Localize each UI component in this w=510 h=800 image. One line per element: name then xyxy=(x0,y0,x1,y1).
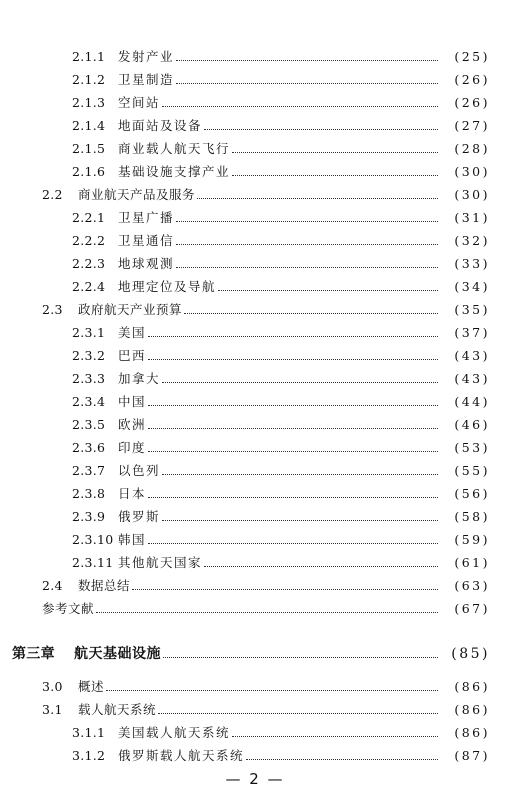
dot-leader xyxy=(132,588,438,590)
toc-entry[interactable] xyxy=(0,368,510,390)
dot-leader xyxy=(162,105,438,107)
toc-entry-page: (63) xyxy=(454,578,490,593)
toc-entry-number: 2.2.2 xyxy=(72,233,106,248)
dot-leader xyxy=(148,496,438,498)
toc-entry-page: (33) xyxy=(454,256,490,271)
toc-entry-page: (55) xyxy=(454,463,490,478)
toc-entry-title: 地球观测 xyxy=(118,256,175,271)
toc-entry[interactable] xyxy=(0,745,510,767)
toc-entry-number: 2.1.6 xyxy=(72,164,106,179)
toc-entry-title: 数据总结 xyxy=(78,578,131,593)
toc-entry-page: (32) xyxy=(454,233,490,248)
dot-leader xyxy=(162,519,438,521)
toc-entry-number: 2.3.8 xyxy=(72,486,106,501)
toc-entry-page: (26) xyxy=(454,95,490,110)
toc-entry[interactable] xyxy=(0,345,510,367)
dot-leader xyxy=(106,689,438,691)
dot-leader xyxy=(204,565,438,567)
page-number-footer: — 2 — xyxy=(225,770,285,788)
toc-entry-title: 欧洲 xyxy=(118,417,147,432)
dot-leader xyxy=(148,335,438,337)
toc-entry-page: (86) xyxy=(454,725,490,740)
dot-leader xyxy=(158,712,438,714)
toc-entry-title: 概述 xyxy=(78,679,105,694)
dot-leader xyxy=(204,128,438,130)
toc-entry[interactable] xyxy=(0,253,510,275)
toc-entry-page: (61) xyxy=(454,555,490,570)
toc-entry-title: 地面站及设备 xyxy=(118,118,203,133)
toc-entry[interactable] xyxy=(0,437,510,459)
toc-entry-number: 2.2.1 xyxy=(72,210,106,225)
toc-entry-page: (85) xyxy=(451,646,490,662)
dot-leader xyxy=(232,174,438,176)
toc-entry-title: 卫星制造 xyxy=(118,72,175,87)
dot-leader xyxy=(176,82,438,84)
toc-entry[interactable] xyxy=(0,460,510,482)
toc-entry-title: 卫星通信 xyxy=(118,233,175,248)
toc-entry[interactable] xyxy=(0,184,510,206)
toc-entry-title: 巴西 xyxy=(118,348,147,363)
toc-entry[interactable] xyxy=(0,643,510,665)
toc-entry[interactable] xyxy=(0,161,510,183)
toc-entry-page: (35) xyxy=(454,302,490,317)
toc-entry[interactable] xyxy=(0,722,510,744)
toc-entry-number: 2.1.5 xyxy=(72,141,106,156)
toc-entry[interactable] xyxy=(0,483,510,505)
toc-entry[interactable] xyxy=(0,92,510,114)
dot-leader xyxy=(148,427,438,429)
toc-entry-title: 空间站 xyxy=(118,95,161,110)
toc-entry-title: 地理定位及导航 xyxy=(118,279,217,294)
toc-entry-title: 载人航天系统 xyxy=(78,702,157,717)
dot-leader xyxy=(148,404,438,406)
toc-entry-page: (30) xyxy=(454,187,490,202)
toc-entry[interactable] xyxy=(0,529,510,551)
toc-entry-number: 3.0 xyxy=(42,679,63,694)
toc-entry-page: (26) xyxy=(454,72,490,87)
toc-entry-title: 韩国 xyxy=(118,532,147,547)
toc-entry-page: (44) xyxy=(454,394,490,409)
toc-entry-page: (25) xyxy=(454,49,490,64)
toc-entry-page: (46) xyxy=(454,417,490,432)
toc-entry-number: 2.1.4 xyxy=(72,118,106,133)
toc-entry-number: 2.3.2 xyxy=(72,348,106,363)
toc-entry-page: (87) xyxy=(454,748,490,763)
toc-entry-title: 印度 xyxy=(118,440,147,455)
toc-entry-number: 3.1 xyxy=(42,702,63,717)
toc-entry-title: 其他航天国家 xyxy=(118,555,203,570)
toc-entry-number: 2.1.2 xyxy=(72,72,106,87)
toc-entry-number: 2.2 xyxy=(42,187,63,202)
toc-entry-title: 美国载人航天系统 xyxy=(118,725,231,740)
toc-entry-number: 2.3.6 xyxy=(72,440,106,455)
toc-entry[interactable] xyxy=(0,207,510,229)
toc-entry-page: (30) xyxy=(454,164,490,179)
toc-entry-number: 2.4 xyxy=(42,578,63,593)
toc-entry-title: 俄罗斯载人航天系统 xyxy=(118,748,245,763)
toc-entry[interactable] xyxy=(0,575,510,597)
toc-entry-number: 2.3.5 xyxy=(72,417,106,432)
toc-entry-number: 2.2.4 xyxy=(72,279,106,294)
toc-entry-title: 以色列 xyxy=(118,463,161,478)
dot-leader xyxy=(176,220,438,222)
toc-entry-page: (31) xyxy=(454,210,490,225)
toc-entry-title: 俄罗斯 xyxy=(118,509,161,524)
dot-leader xyxy=(232,735,438,737)
toc-entry[interactable] xyxy=(0,391,510,413)
toc-entry[interactable] xyxy=(0,230,510,252)
dot-leader xyxy=(163,656,438,658)
toc-entry-number: 3.1.1 xyxy=(72,725,106,740)
toc-entry-number: 2.3 xyxy=(42,302,63,317)
toc-entry-page: (58) xyxy=(454,509,490,524)
toc-entry[interactable] xyxy=(0,276,510,298)
toc-entry[interactable] xyxy=(0,138,510,160)
dot-leader xyxy=(148,358,438,360)
toc-entry-page: (43) xyxy=(454,348,490,363)
toc-entry-page: (86) xyxy=(454,702,490,717)
toc-entry-title: 中国 xyxy=(118,394,147,409)
toc-entry[interactable] xyxy=(0,699,510,721)
toc-entry-title: 发射产业 xyxy=(118,49,175,64)
toc-entry[interactable] xyxy=(0,322,510,344)
toc-entry-title: 日本 xyxy=(118,486,147,501)
toc-entry[interactable] xyxy=(0,46,510,68)
dot-leader xyxy=(162,381,438,383)
toc-entry-page: (37) xyxy=(454,325,490,340)
toc-entry-number: 2.3.10 xyxy=(72,532,114,547)
toc-entry-title: 商业载人航天飞行 xyxy=(118,141,231,156)
dot-leader xyxy=(218,289,438,291)
toc-entry-title: 卫星广播 xyxy=(118,210,175,225)
toc-entry-number: 3.1.2 xyxy=(72,748,106,763)
dot-leader xyxy=(176,243,438,245)
toc-entry-number: 2.3.1 xyxy=(72,325,106,340)
toc-entry-number: 2.2.3 xyxy=(72,256,106,271)
toc-entry-title: 基础设施支撑产业 xyxy=(118,164,231,179)
dot-leader xyxy=(176,59,438,61)
toc-entry-page: (59) xyxy=(454,532,490,547)
dot-leader xyxy=(246,758,438,760)
toc-entry[interactable] xyxy=(0,299,510,321)
toc-entry-number: 2.3.3 xyxy=(72,371,106,386)
toc-entry[interactable] xyxy=(0,69,510,91)
toc-entry[interactable] xyxy=(0,414,510,436)
toc-entry-number: 2.1.3 xyxy=(72,95,106,110)
toc-entry-page: (34) xyxy=(454,279,490,294)
toc-entry-title: 航天基础设施 xyxy=(74,646,161,662)
dot-leader xyxy=(176,266,438,268)
toc-entry[interactable] xyxy=(0,506,510,528)
dot-leader xyxy=(96,611,438,613)
toc-entry-page: (56) xyxy=(454,486,490,501)
dot-leader xyxy=(148,542,438,544)
toc-entry-page: (28) xyxy=(454,141,490,156)
toc-entry[interactable] xyxy=(0,598,510,620)
toc-entry-page: (53) xyxy=(454,440,490,455)
toc-entry-number: 第三章 xyxy=(12,646,55,662)
toc-entry-page: (86) xyxy=(454,679,490,694)
dot-leader xyxy=(197,197,438,199)
toc-entry-number: 2.3.11 xyxy=(72,555,114,570)
toc-entry-page: (43) xyxy=(454,371,490,386)
toc-entry-page: (67) xyxy=(454,601,490,616)
toc-entry-title: 加拿大 xyxy=(118,371,161,386)
toc-entry-number: 2.1.1 xyxy=(72,49,106,64)
toc-entry-number: 2.3.7 xyxy=(72,463,106,478)
toc-entry[interactable] xyxy=(0,552,510,574)
toc-entry-title: 美国 xyxy=(118,325,147,340)
toc-entry-title: 参考文献 xyxy=(42,601,95,616)
toc-entry-title: 政府航天产业预算 xyxy=(78,302,183,317)
toc-entry-page: (27) xyxy=(454,118,490,133)
dot-leader xyxy=(232,151,438,153)
toc-entry[interactable] xyxy=(0,676,510,698)
dot-leader xyxy=(184,312,438,314)
toc-entry-number: 2.3.9 xyxy=(72,509,106,524)
toc-entry[interactable] xyxy=(0,115,510,137)
toc-entry-title: 商业航天产品及服务 xyxy=(78,187,196,202)
dot-leader xyxy=(148,450,438,452)
toc-entry-number: 2.3.4 xyxy=(72,394,106,409)
dot-leader xyxy=(162,473,438,475)
